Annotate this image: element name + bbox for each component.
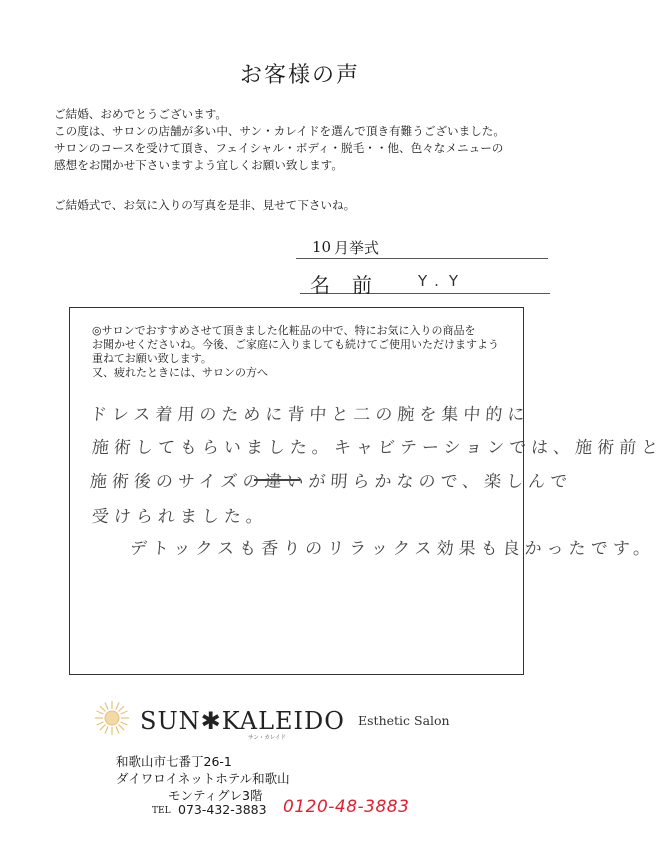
strikethrough-mark — [254, 479, 300, 481]
handwritten-comment-line: 施術してもらいました。キャビテーションでは、施術前と — [91, 438, 664, 458]
cosmetics-note-line: 又、疲れたときには、サロンの方へ — [92, 366, 268, 379]
intro-line: 感想をお聞かせ下さいますよう宜しくお願い致します。 — [54, 158, 343, 172]
handwritten-comment-line: 受けられました。 — [91, 507, 269, 527]
sun-logo-icon — [94, 700, 130, 736]
name-label: 名前 — [310, 273, 394, 297]
handwritten-comment-line: デトックスも香りのリラックス効果も良かったです。 — [129, 539, 656, 559]
address-line: モンティグレ3階 — [168, 788, 263, 803]
tel-label: TEL — [152, 806, 171, 816]
event-month-handwritten: 10 — [312, 238, 332, 256]
cosmetics-note-line: 重ねてお願い致します。 — [92, 352, 212, 365]
brand-subtitle: Esthetic Salon — [358, 713, 450, 728]
page-title: お客様の声 — [239, 63, 360, 88]
event-underline — [296, 258, 548, 259]
cosmetics-note-line: お聞かせくださいね。今後、ご家庭に入りましても続けてご使用いただけますよう — [92, 338, 499, 351]
brand-logo-text: SUN✱KALEIDO — [140, 707, 345, 735]
photo-request-text: ご結婚式で、お気に入りの写真を是非、見せて下さいね。 — [54, 198, 356, 212]
address-line: ダイワロイネットホテル和歌山 — [116, 771, 290, 786]
event-label: 月挙式 — [334, 239, 380, 257]
handwritten-comment-line: 施術後のサイズの違いが明らかなので、楽しんで — [89, 472, 573, 492]
tel-number: 073-432-3883 — [178, 802, 267, 817]
address-line: 和歌山市七番丁26-1 — [116, 754, 232, 769]
cosmetics-note-line: ◎サロンでおすすめさせて頂きました化粧品の中で、特にお気に入りの商品を — [92, 324, 476, 337]
handwritten-comment-line: ドレス着用のために背中と二の腕を集中的に — [89, 405, 531, 425]
intro-line: この度は、サロンの店舗が多い中、サン・カレイドを選んで頂き有難うございました。 — [54, 124, 505, 138]
intro-line: ご結婚、おめでとうございます。 — [54, 107, 227, 121]
brand-kana: サン・カレイド — [248, 735, 286, 741]
freedial-number: 0120-48-3883 — [283, 797, 410, 817]
intro-line: サロンのコースを受けて頂き、フェイシャル・ボディ・脱毛・・他、色々なメニューの — [54, 141, 504, 155]
name-value-handwritten: Y.Y — [418, 272, 469, 290]
